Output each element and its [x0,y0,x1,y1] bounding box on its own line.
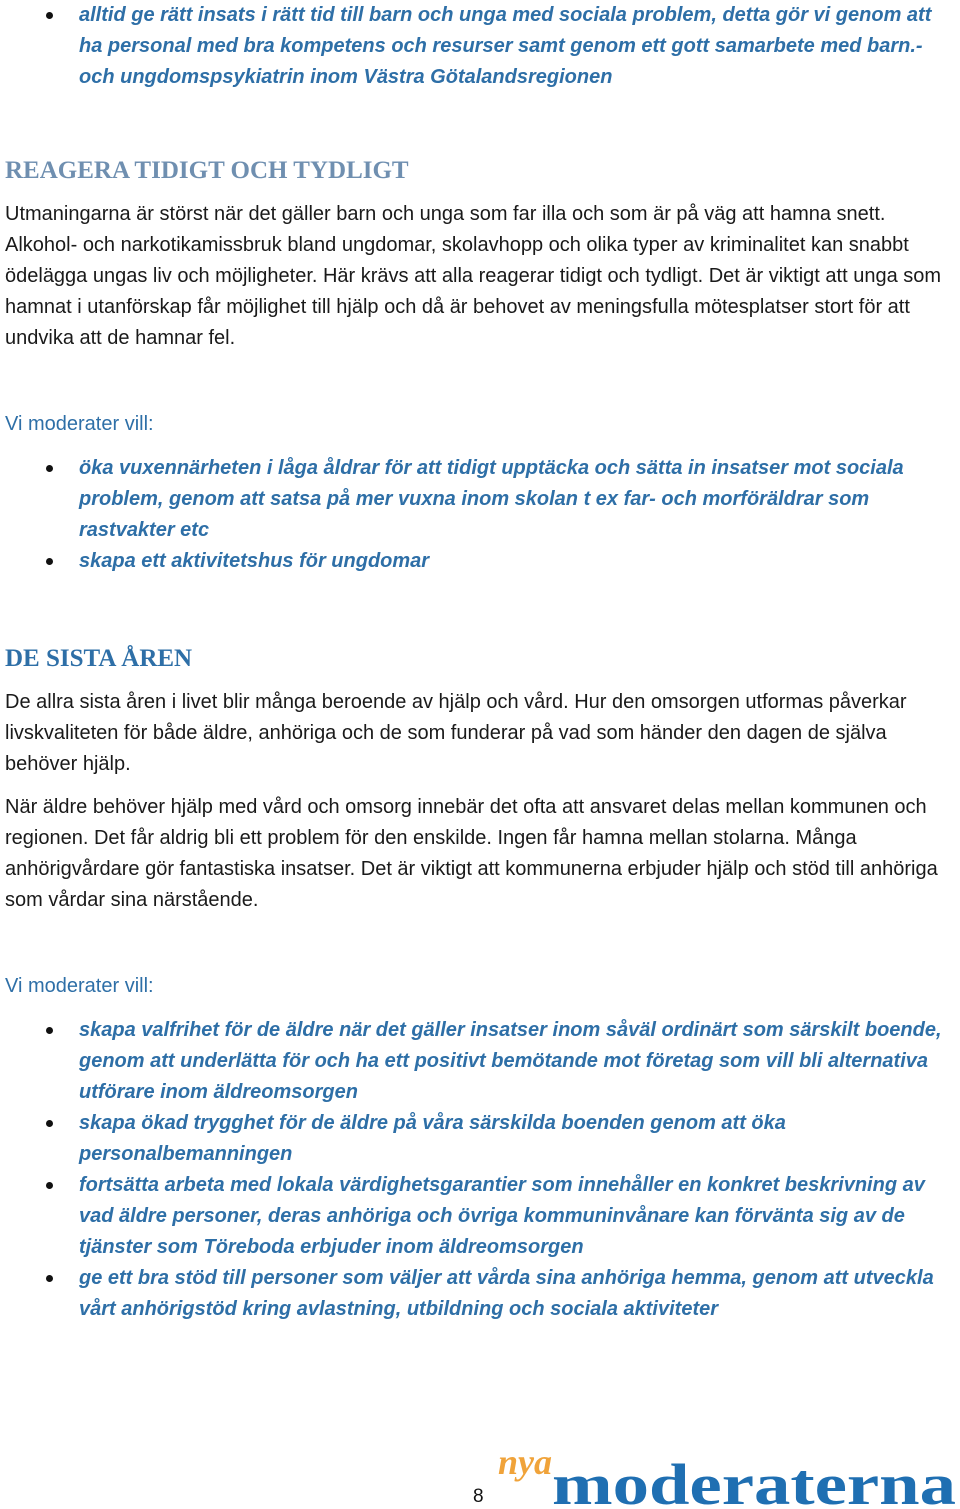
page-number: 8 [473,1486,484,1507]
section2-paragraph-2: När äldre behöver hjälp med vård och omsorg innebär det ofta att ansvaret delas mellan kommunen och regionen. Det får aldrig bli ett problem för den enskilde. Ingen får hamna mellan stolarna. Många anhörigvårdare gör fantastiska insatser. Det är viktigt att kommunerna erbjuder hjälp och stöd till anhöriga som vårdar sina närstående. [5,796,938,911]
list-item: skapa valfrihet för de äldre när det gäller insatser inom såväl ordinärt som särskilt boende, genom att underlätta för och ha ett positivt bemötande mot företag som vill bli alternativa utförare inom äldreomsorgen [5,1015,956,1108]
list-item: ge ett bra stöd till personer som väljer att vårda sina anhöriga hemma, genom att utveckla vårt anhörigstöd kring avlastning, utbildning och sociala aktiviteter [5,1263,956,1325]
top-bullet-list [5,0,956,93]
section1-intro: Utmaningarna är störst när det gäller barn och unga som far illa och som är på väg att hamna snett. [5,203,886,225]
section2-bullet-list [5,1015,956,1325]
logo-moderaterna-text: moderaterna [552,1452,956,1509]
section1-body: Alkohol- och narkotikamissbruk bland ungdomar, skolavhopp och olika typer av kriminalitet kan snabbt ödelägga ungas liv och möjligheter. Här krävs att alla reagerar tidigt och tydligt. Det är viktigt att unga som hamnat i utanförskap får möjlighet till hjälp och då är behovet av meningsfulla mötesplatser stort för att undvika att de hamnar fel. [5,234,942,349]
section2-paragraph-1: De allra sista åren i livet blir många beroende av hjälp och vård. Hur den omsorgen utformas påverkar livskvaliteten för både äldre, anhöriga och de som funderar på vad som händer den dagen de själva behöver hjälp. [5,691,907,775]
logo-nya-text: nya [498,1442,552,1482]
list-item: öka vuxennärheten i låga åldrar för att tidigt upptäcka och sätta in insatser mot sociala problem, genom att satsa på mer vuxna inom skolan t ex far- och morföräldrar som rastvakter etc [5,453,956,546]
moderate-label: Vi moderater vill: [5,413,154,435]
list-item: skapa ett aktivitetshus för ungdomar [5,546,956,577]
list-item: skapa ökad trygghet för de äldre på våra särskilda boenden genom att öka personalbemanningen [5,1108,956,1170]
section-heading-reagera: REAGERA TIDIGT OCH TYDLIGT [5,157,409,184]
list-item: fortsätta arbeta med lokala värdighetsgarantier som innehåller en konkret beskrivning av vad äldre personer, deras anhöriga och övriga kommuninvånare kan förvänta sig av de tjänster som Töreboda erbjuder inom äldreomsorgen [5,1170,956,1263]
moderate-label: Vi moderater vill: [5,975,154,997]
section-heading-de-sista-aren: DE SISTA ÅREN [5,645,193,672]
list-item: alltid ge rätt insats i rätt tid till barn och unga med sociala problem, detta gör vi genom att ha personal med bra kompetens och resurser samt genom ett gott samarbete med barn.- och ungdomspsykiatrin inom Västra Götalandsregionen [5,0,956,93]
section1-paragraph [5,199,956,354]
nya-moderaterna-logo [490,1440,960,1509]
section1-bullet-list [5,453,956,577]
